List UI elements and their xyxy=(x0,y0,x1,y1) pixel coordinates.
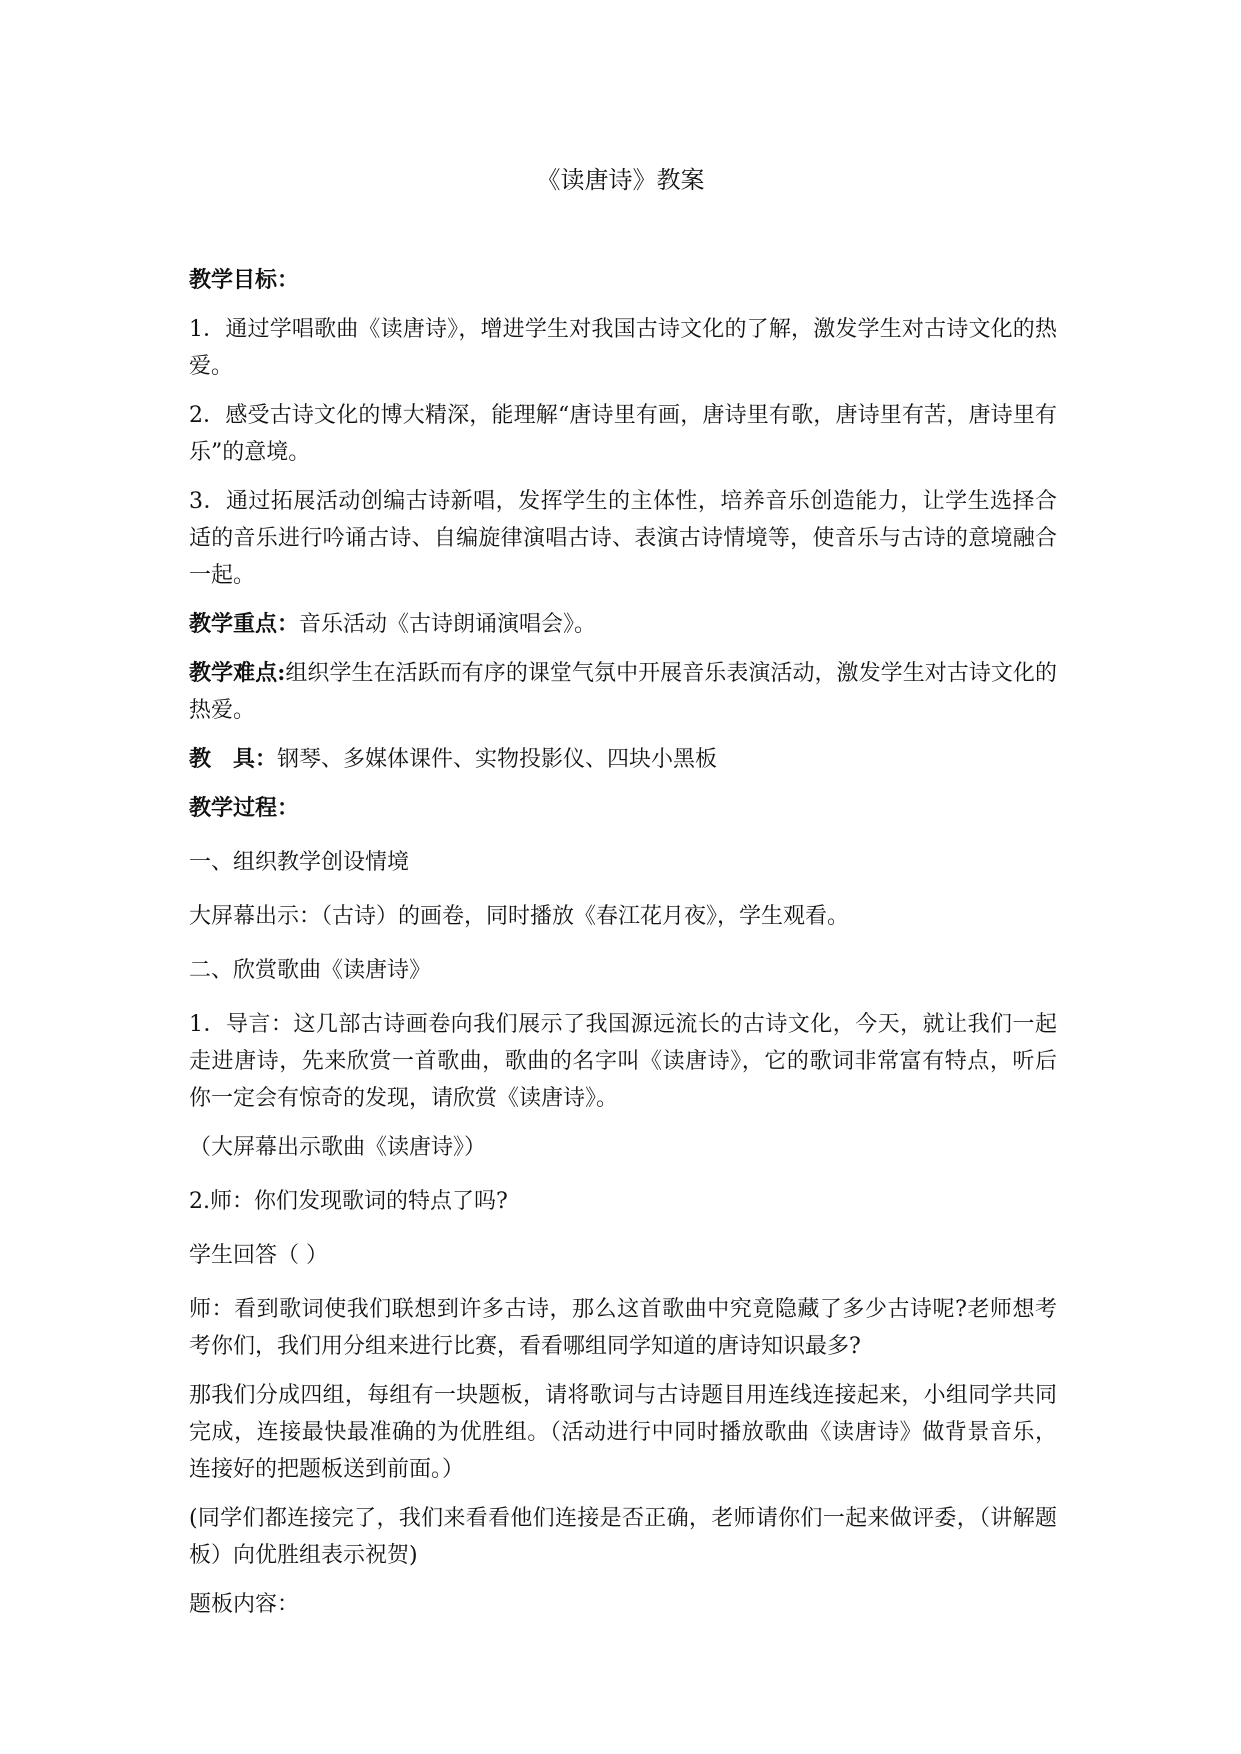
process-intro: 1．导言：这几部古诗画卷向我们展示了我国源远流长的古诗文化，今天，就让我们一起走进唐诗，先来欣赏一首歌曲，歌曲的名字叫《读唐诗》，它的歌词非常富有特点，听后你一定会有惊奇的发现，请欣赏《读唐诗》。 xyxy=(189,1012,1057,1111)
objectives-heading: 教学目标： xyxy=(189,267,300,293)
process-question: 2.师：你们发现歌词的特点了吗? xyxy=(189,1189,508,1214)
tools-paragraph xyxy=(189,741,1057,778)
process-section-2: 二、欣赏歌曲《读唐诗》 xyxy=(189,958,432,983)
process-screen-2: （大屏幕出示歌曲《读唐诗》） xyxy=(189,1135,487,1160)
tools-label: 教 具： xyxy=(189,746,278,772)
process-review: (同学们都连接完了，我们来看看他们连接是否正确，老师请你们一起来做评委，（讲解题板）向优胜组表示祝贺) xyxy=(189,1506,1057,1568)
tools-text: 钢琴、多媒体课件、实物投影仪、四块小黑板 xyxy=(277,747,718,772)
difficulty-text: 组织学生在活跃而有序的课堂气氛中开展音乐表演活动，激发学生对古诗文化的热爱。 xyxy=(189,661,1057,723)
difficulty-paragraph xyxy=(189,655,1057,729)
process-teacher: 师：看到歌词使我们联想到许多古诗，那么这首歌曲中究竟隐藏了多少古诗呢?老师想考考你们，我们用分组来进行比赛，看看哪组同学知道的唐诗知识最多? xyxy=(189,1297,1057,1359)
process-groups: 那我们分成四组，每组有一块题板，请将歌词与古诗题目用连线连接起来，小组同学共同完成，连接最快最准确的为优胜组。（活动进行中同时播放歌曲《读唐诗》做背景音乐，连接好的把题板送到前面。） xyxy=(189,1383,1057,1482)
objective-item-3: 3．通过拓展活动创编古诗新唱，发挥学生的主体性，培养音乐创造能力，让学生选择合适的音乐进行吟诵古诗、自编旋律演唱古诗、表演古诗情境等，使音乐与古诗的意境融合一起。 xyxy=(189,489,1057,588)
key-point-text: 音乐活动《古诗朗诵演唱会》。 xyxy=(299,612,597,637)
process-screen-1: 大屏幕出示：（古诗）的画卷，同时播放《春江花月夜》，学生观看。 xyxy=(189,904,850,929)
document-body xyxy=(189,262,1057,1635)
process-section-1: 一、组织教学创设情境 xyxy=(189,850,410,875)
process-heading: 教学过程： xyxy=(189,795,300,821)
objective-item-2: 2．感受古诗文化的博大精深，能理解“唐诗里有画，唐诗里有歌，唐诗里有苦，唐诗里有乐”的意境。 xyxy=(189,403,1057,465)
key-point-paragraph xyxy=(189,606,1057,643)
document-title: 《读唐诗》教案 xyxy=(536,166,705,194)
key-point-label: 教学重点： xyxy=(189,611,300,637)
process-answer: 学生回答（ ） xyxy=(189,1243,328,1268)
difficulty-label: 教学难点: xyxy=(189,660,286,686)
objective-item-1: 1．通过学唱歌曲《读唐诗》，增进学生对我国古诗文化的了解，激发学生对古诗文化的热爱。 xyxy=(189,317,1057,379)
process-board: 题板内容： xyxy=(189,1592,300,1617)
